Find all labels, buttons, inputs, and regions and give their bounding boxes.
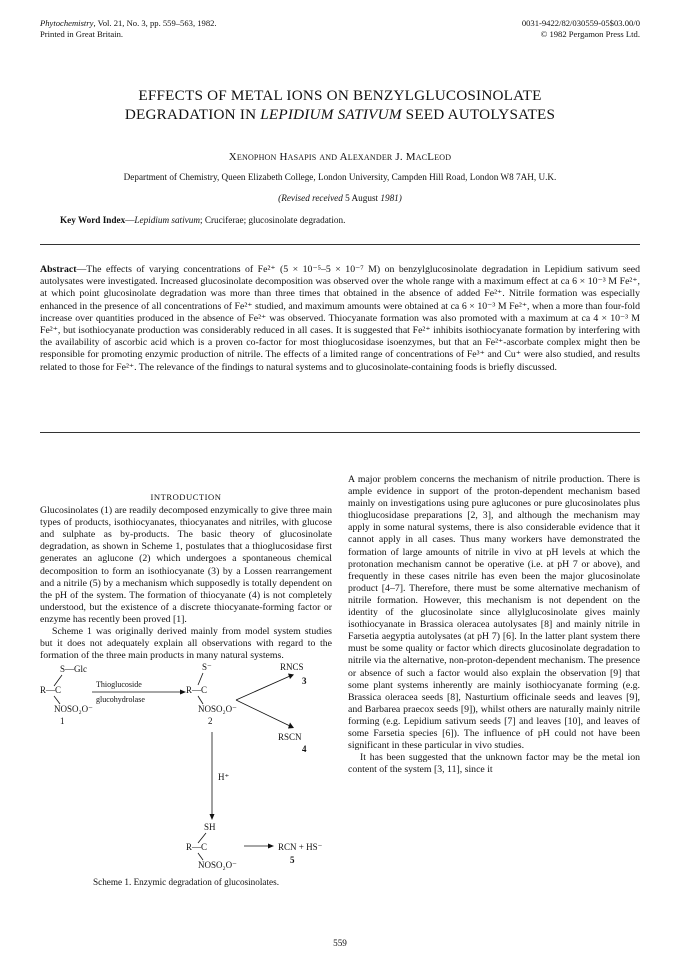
scheme-label-4: 4 <box>302 744 307 754</box>
scheme-1-diagram <box>40 660 332 870</box>
keyword-rest: ; Cruciferae; glucosinolate degradation. <box>199 215 346 225</box>
running-header-right <box>522 18 640 39</box>
scheme-enzyme-line-1: Thioglucoside <box>96 680 142 689</box>
arrow-to-isothiocyanate <box>236 676 290 700</box>
intro-paragraph-4: It has been suggested that the unknown factor may be the metal ion content of the system [3, 11], since it <box>348 752 640 776</box>
scheme-label-3: 3 <box>302 676 307 686</box>
affiliation: Department of Chemistry, Queen Elizabeth College, London University, Campden Hill Road, London W8 7AH, U.K. <box>123 172 557 182</box>
keyword-genus: Lepidium sativum <box>134 215 200 225</box>
bond-5b <box>198 853 203 860</box>
article-title <box>40 86 640 124</box>
running-header-left <box>40 18 217 39</box>
copyright-note: © 1982 Pergamon Press Ltd. <box>540 28 640 39</box>
title-line-2-start: DEGRADATION IN <box>124 106 261 123</box>
title-line-2-species: LEPIDIUM SATIVUM <box>260 106 402 123</box>
scheme-rscn: RSCN <box>278 732 302 742</box>
authors: Xenophon Hasapis and Alexander J. MacLeod <box>228 151 452 163</box>
scheme-rncs: RNCS <box>280 662 304 672</box>
revised-pre: (Revised received <box>278 193 346 203</box>
revised-date <box>40 193 640 203</box>
scheme-caption: Scheme 1. Enzymic degradation of glucosinolates. <box>93 877 279 887</box>
bond-2a <box>198 673 203 685</box>
page-number: 559 <box>333 938 347 948</box>
scheme-enzyme-line-2: glucohydrolase <box>96 695 145 704</box>
scheme-products-5: RCN + HS⁻ <box>278 842 323 852</box>
scheme-noso-3: NOSO₂O⁻ <box>198 860 237 870</box>
journal-citation: , Vol. 21, No. 3, pp. 559–563, 1982. <box>93 18 217 28</box>
revised-day: 5 August <box>345 193 379 203</box>
scheme-r-3: R—C <box>186 842 208 852</box>
printed-note: Printed in Great Britain. <box>40 28 124 39</box>
abstract <box>40 264 640 374</box>
intro-paragraph-2: Scheme 1 was originally derived mainly from model system studies but it does not adequately explain all observations with regard to the formation of the three main products in many natural systems. <box>40 626 332 662</box>
left-column <box>40 491 332 662</box>
keyword-dash: — <box>125 215 135 225</box>
scheme-r-2: R—C <box>186 685 208 695</box>
scheme-label-5: 5 <box>290 855 295 865</box>
scheme-h-plus: H⁺ <box>218 772 230 782</box>
section-heading-introduction: INTRODUCTION <box>150 492 222 502</box>
arrowhead-5 <box>268 844 274 849</box>
scheme-r-1: R—C <box>40 685 62 695</box>
keyword-label: Key Word Index <box>60 215 126 225</box>
right-column <box>348 474 640 776</box>
abstract-label: Abstract <box>40 264 77 275</box>
keyword-index <box>60 215 345 225</box>
scheme-s-minus: S⁻ <box>202 662 212 672</box>
intro-paragraph-3: A major problem concerns the mechanism of nitrile production. There is ample evidence in support of the proton-dependent mechanism based mainly on investigations using pure aglucones or pure glucosinolates plus thioglucosidase preparations [2, 3], and although the mechanism may apply in some natural systems, there is also considerable evidence that it cannot apply in all cases. Thus many workers have demonstrated the formation of large amounts of nitrile in vivo at pH levels at which the protonation mechanism cannot be operative (i.e. at pH 7 or above), and frequently in these cases nitrile has even been the major glucosinolate product [4–7]. Therefore, there must be some alternative mechanism of nitrile formation. However, this mechanism is not dependent on the identity of the glucosinolate since allylglucosinolate gives mainly isothiocyanate in Brassica oleracea autolysates [8] and mainly nitrile in Farsetia aegyptia autolysates (at pH 7) [6]. In the latter plant system there must be some quality or factor which directs glucosinolate degradation to nitrile via the alternative, non-proton-dependent mechanism. The presence or absence of such a factor would also explain the observation [9] that some plant systems inherently are mainly isothiocyanate forming (e.g. Brassica oleracea seeds [8], Nasturtium officinale seeds and leaves [9], and Barbarea praecox seeds [9]), whilst others are naturally mainly nitrile forming (e.g. Lepidium sativum seeds [7] and leaves [10], and leaves of some Farsetia species [6]). The influence of pH could not have been significant in these particular in vivo studies. <box>348 474 640 752</box>
bond-1b <box>54 696 60 704</box>
scheme-noso-2: NOSO₂O⁻ <box>198 704 237 714</box>
scheme-sh: SH <box>204 822 216 832</box>
arrowhead-protonation <box>210 814 215 820</box>
abstract-top-rule <box>40 244 640 245</box>
arrow-to-thiocyanate <box>236 700 290 726</box>
scheme-s-glc: S—Glc <box>60 664 87 674</box>
intro-paragraph-1: Glucosinolates (1) are readily decomposed enzymically to give three main types of products, isothiocyanates, thiocyanates and nitriles, with glucose and sulphate as by-products. The basic theory of glucosinolate degradation, as shown in Scheme 1, postulates that a thioglucosidase first generates an aglucone (2) which undergoes a spontaneous chemical decomposition to form an isothiocyanate (3) by a Lossen rearrangement and a nitrile (5) by a mechanism which supposedly is totally dependent on the pH of the system. The formation of thiocyanate (4) is not completely understood, but the existence of a discrete thiocyanate-forming factor or enzyme has recently been proved [1]. <box>40 505 332 625</box>
title-line-2-end: SEED AUTOLYSATES <box>401 106 556 123</box>
abstract-text: —The effects of varying concentrations of Fe²⁺ (5 × 10⁻⁵–5 × 10⁻⁷ M) on benzylglucosinolate degradation in Lepidium sativum seed autolysates were investigated. Increased glucosinolate decomposition was observed over the whole range with a maximum effect at ca 6 × 10⁻³ M Fe²⁺, at which point glucosinolate degradation was more than three times that obtained in the absence of added Fe²⁺. Nitrile formation was especially enhanced in the presence of all concentrations of Fe²⁺ studied, and maximum amounts were obtained at ca 6 × 10⁻³ M Fe²⁺, when a more than four-fold increase over quantities produced in the absence of Fe²⁺ was observed. Thiocyanate formation was also promoted with a maximum at ca 4 × 10⁻³ M Fe²⁺, but isothiocyanate production was considerably reduced in all cases. It is suggested that Fe²⁺ inhibits isothiocyanate formation by interfering with the availability of ascorbic acid which is a proven co-factor for most thioglucosidase isoenzymes, but that an Fe²⁺-ascorbate complex might then be responsible for promoting enzymic production of nitrile. The effects of a limited range of concentrations of Fe³⁺ and Cu⁺ were also studied, and results related to those for Fe²⁺. The relevance of the findings to natural systems and to glucosinolate-containing foods is briefly discussed. <box>40 264 640 373</box>
journal-name: Phytochemistry <box>40 18 94 28</box>
title-line-1: EFFECTS OF METAL IONS ON BENZYLGLUCOSINOLATE <box>138 87 542 104</box>
bond-2b <box>198 696 203 704</box>
abstract-bottom-rule <box>40 432 640 433</box>
revised-post: 1981) <box>378 193 402 203</box>
article-code: 0031-9422/82/030559-05$03.00/0 <box>521 18 640 28</box>
scheme-noso-1: NOSO₂O⁻ <box>54 704 93 714</box>
scheme-label-2: 2 <box>208 716 213 726</box>
title-line-2 <box>40 105 640 124</box>
scheme-label-1: 1 <box>60 716 65 726</box>
